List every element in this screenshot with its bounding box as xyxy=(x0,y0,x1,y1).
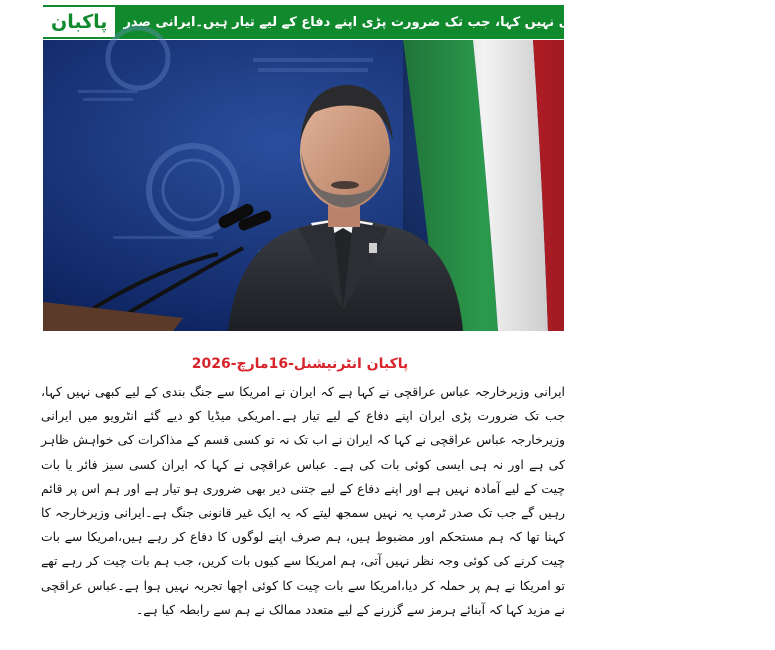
article-body: ایرانی وزیرخارجہ عباس عراقچی نے کہا ہے کہ ایران نے امریکا سے جنگ بندی کے لیے کبھی نہیں کہا، جب تک ضرورت پڑی ایران اپنے دفاع کے لیے تیار ہے۔امریکی میڈیا کو دیے گئے انٹرویو میں ایرانی وزیرخارجہ عباس عراقچی نے کہا کہ ایران نے اب تک نہ تو کسی قسم کے مذاکرات کی خواہش ظاہر کی ہے اور نہ ہی ایسی کوئی بات کی ہے۔ عباس عراقچی نے کہا کہ ایران کسی سیز فائر یا بات چیت کے لیے آمادہ نہیں ہے اور اپنے دفاع کے لیے جتنی دیر بھی ضروری ہو تیار ہے اور ہم اس پر قائم رہیں گے جب تک صدر ٹرمپ یہ نہیں سمجھ لیتے کہ یہ ایک غیر قانونی جنگ ہے۔ایرانی وزیرخارجہ کا کہنا تھا کہ ہم مستحکم اور مضبوط ہیں، ہم صرف اپنے لوگوں کا دفاع کر رہے ہیں،امریکا سے بات چیت کرنے کی کوئی وجہ نظر نہیں آتی، ہم امریکا سے کیوں بات کریں، جب ہم بات چیت کر رہے تھے تو امریکا نے ہم پر حملہ کر دیا،امریکا سے بات چیت کا کوئی اچھا تجربہ نہیں ہوا ہے۔عباس عراقچی نے مزید کہا کہ آبنائے ہرمز سے گزرنے کے لیے متعدد ممالک نے ہم سے رابطہ کیا ہے۔ xyxy=(41,384,565,617)
news-photo xyxy=(43,40,564,331)
article-dateline: پاکبان انٹرنیشنل-16مارچ-2026 xyxy=(191,356,409,372)
headline-text: امریکا سے جنگ بندی کے لیے کبھی نہیں کہا، جب تک ضرورت پڑی اپنے دفاع کے لیے تیار ہیں۔ایرانی صدر xyxy=(123,14,770,30)
brand-label: پاکبان xyxy=(43,7,115,37)
